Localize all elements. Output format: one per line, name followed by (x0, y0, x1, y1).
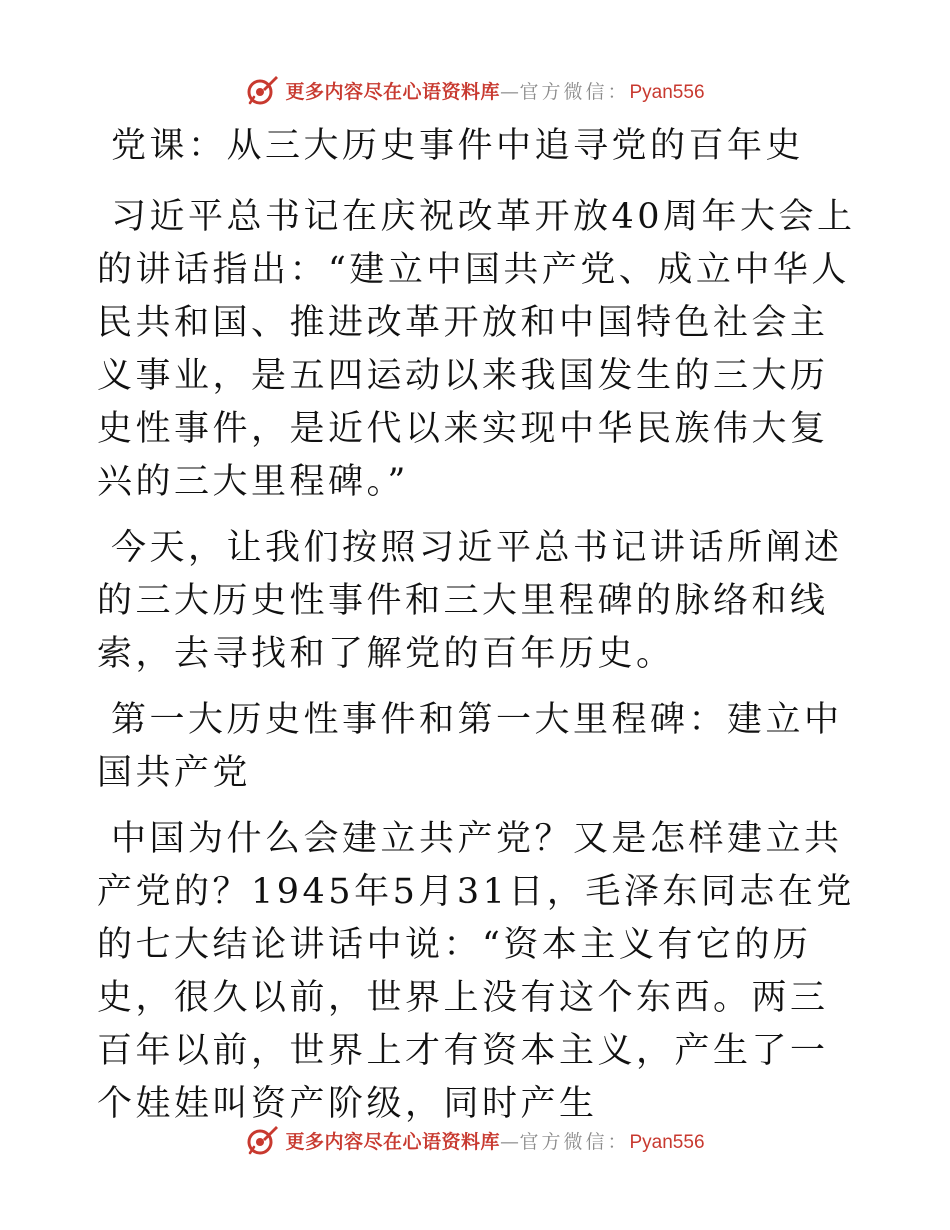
footer-watermark (0, 1120, 950, 1160)
watermark-wechat-id: Pyan556 (629, 1131, 705, 1153)
watermark-brand: 更多内容尽在心语资料库 (285, 1130, 500, 1153)
header-watermark (0, 70, 950, 110)
pen-logo-icon (245, 73, 279, 107)
section-heading: 第一大历史性事件和第一大里程碑：建立中国共产党 (97, 700, 843, 793)
document-title: 党课：从三大历史事件中追寻党的百年史 (111, 126, 805, 166)
watermark-wechat-id: Pyan556 (629, 81, 705, 103)
paragraph-3: 中国为什么会建立共产党？又是怎样建立共产党的？1945年5月31日，毛泽东同志在党的七大结论讲话中说：“资本主义有它的历史，很久以前，世界上没有这个东西。两三百年以前，世界上才有资本主义，产生了一个娃娃叫资产阶级，同时产生 (97, 819, 855, 1124)
pen-logo-icon (245, 1123, 279, 1157)
document-body (97, 120, 857, 1144)
watermark-text (285, 1127, 704, 1154)
watermark-official-label: 官方微信： (519, 80, 630, 103)
paragraph-2: 今天，让我们按照习近平总书记讲话所阐述的三大历史性事件和三大里程碑的脉络和线索，去寻找和了解党的百年历史。 (97, 528, 843, 674)
watermark-official-label: 官方微信： (519, 1130, 630, 1153)
watermark-dash: — (499, 80, 520, 103)
watermark-text (285, 77, 704, 104)
watermark-brand: 更多内容尽在心语资料库 (285, 80, 500, 103)
paragraph-1: 习近平总书记在庆祝改革开放40周年大会上的讲话指出：“建立中国共产党、成立中华人民共和国、推进改革开放和中国特色社会主义事业，是五四运动以来我国发生的三大历史性事件，是近代以来实现中华民族伟大复兴的三大里程碑。” (97, 197, 856, 502)
watermark-dash: — (499, 1130, 520, 1153)
